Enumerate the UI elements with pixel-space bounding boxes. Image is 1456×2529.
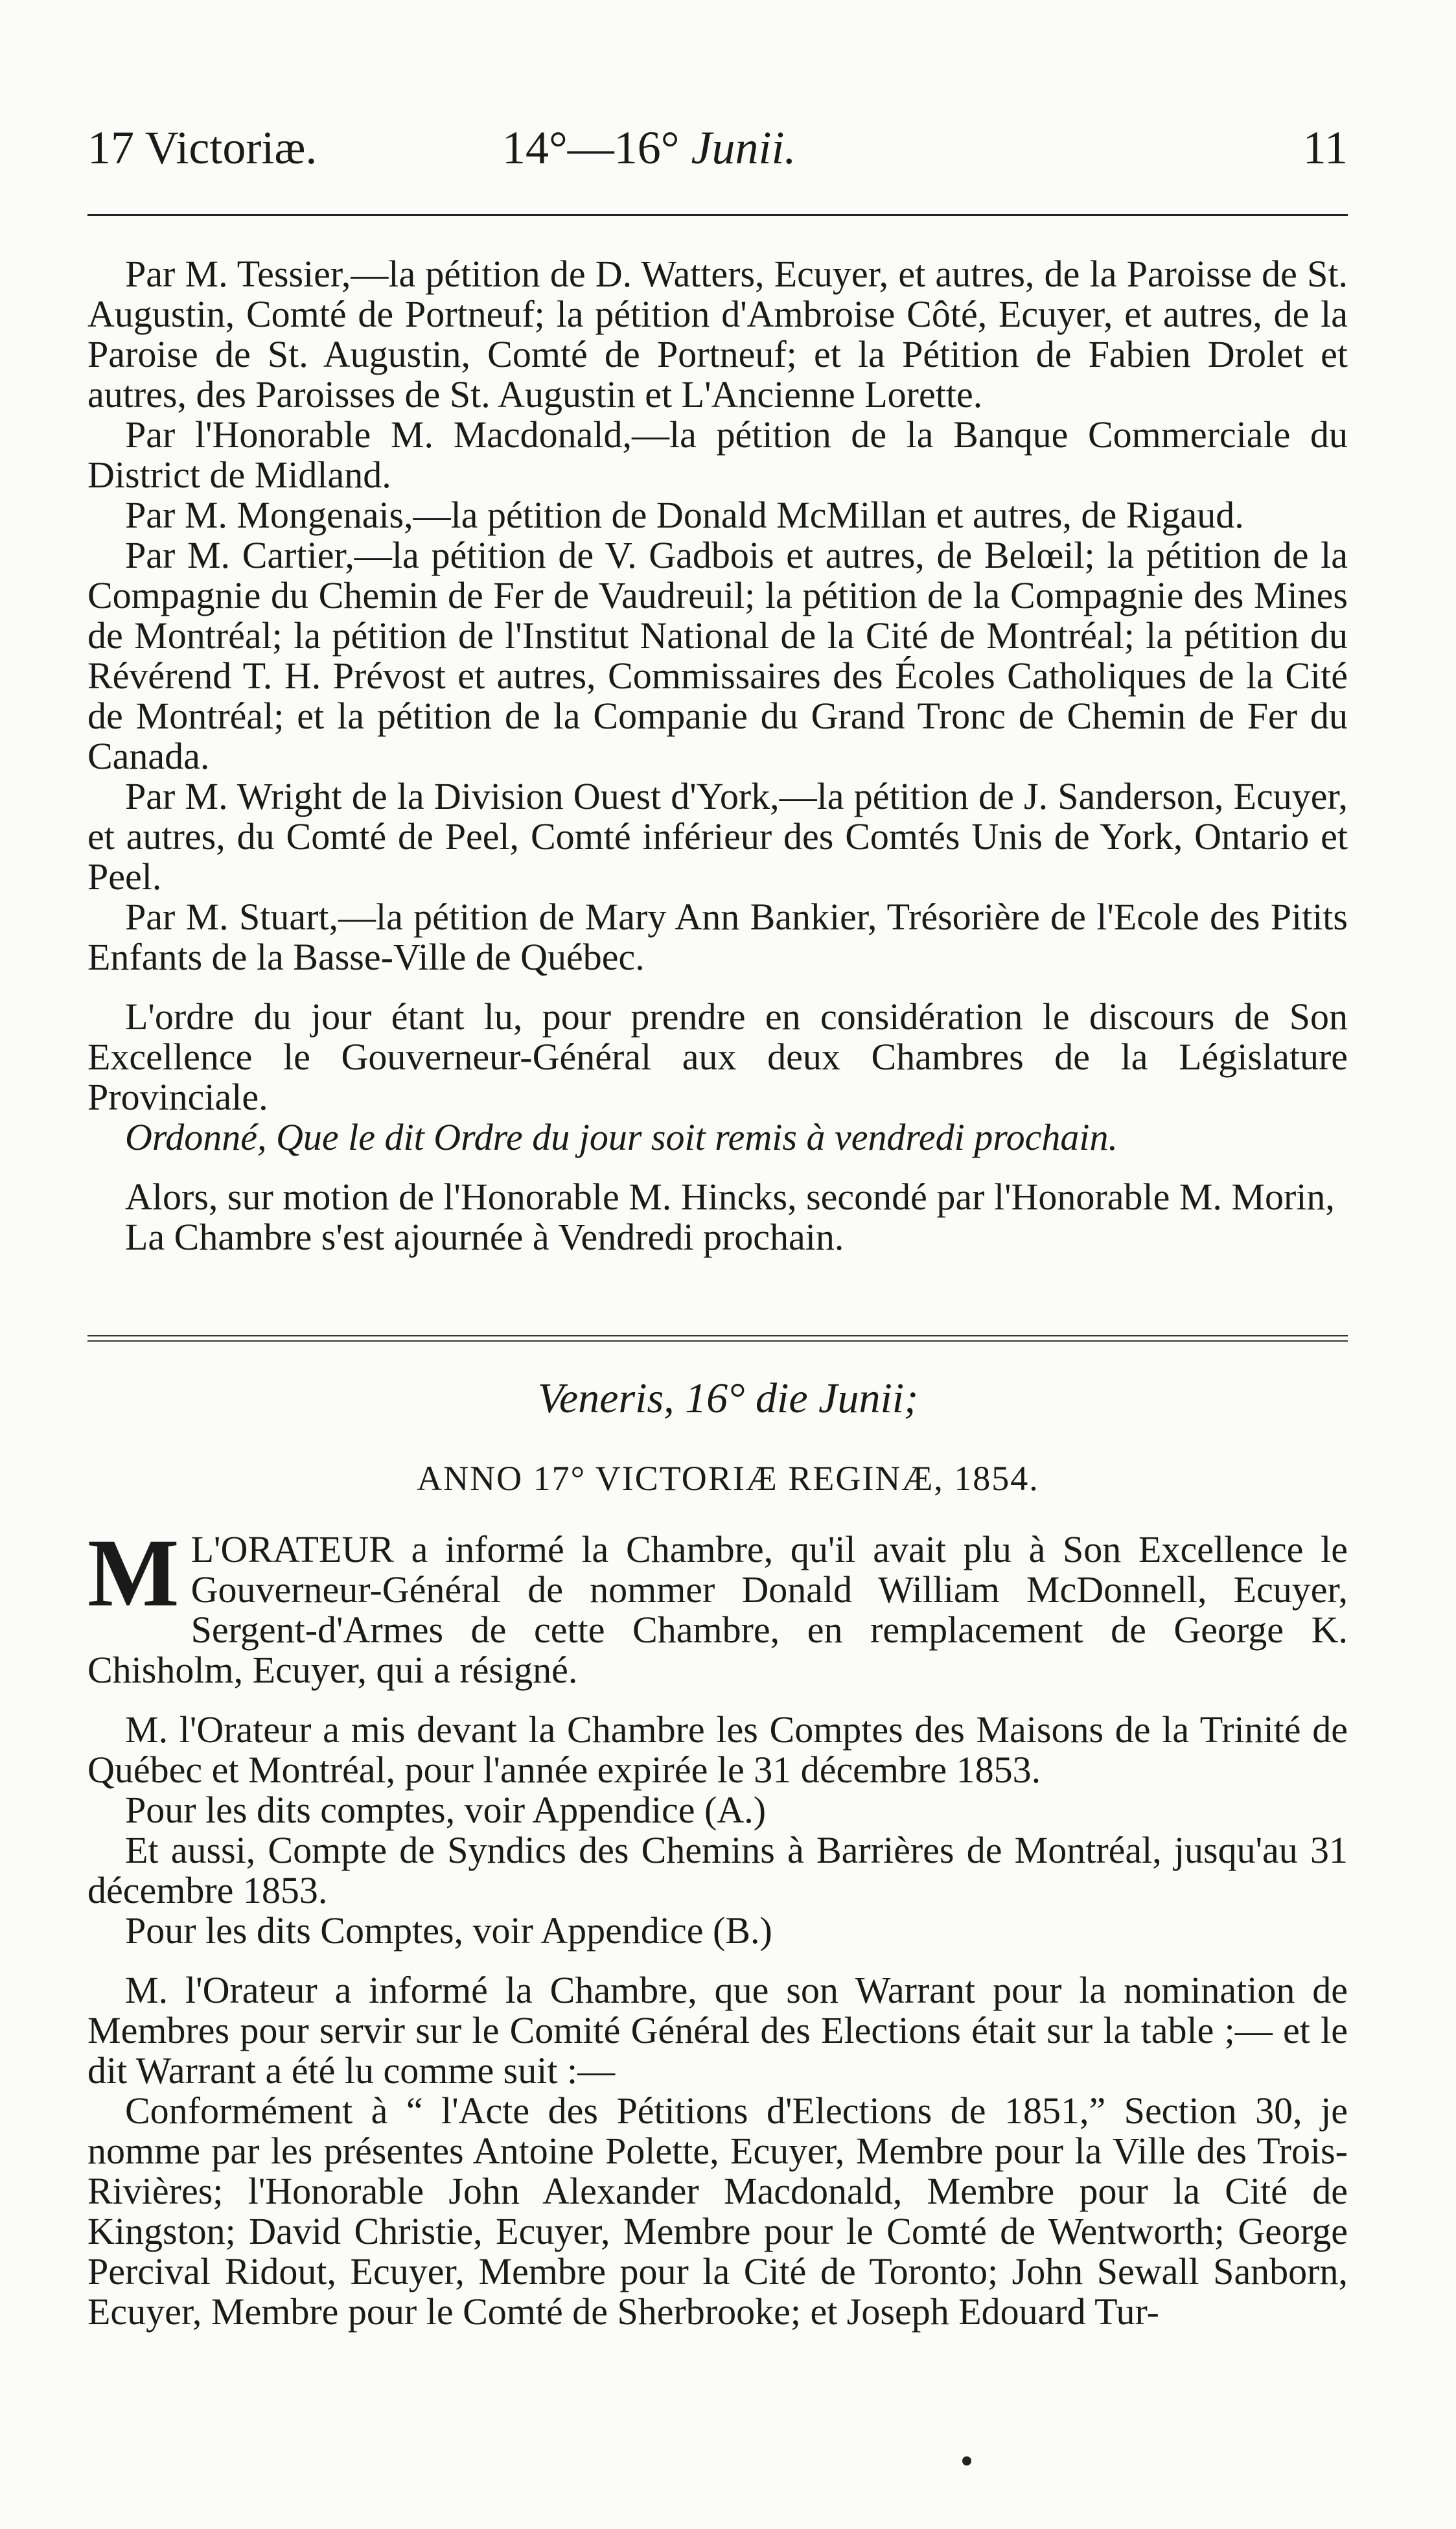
- warrant-paragraph: M. l'Orateur a informé la Chambre, que son Warrant pour la nomination de Membres pour servir sur le Comité Général des Elections était sur la table ;— et le dit Warrant a été lu comme suit :—: [87, 1969, 1348, 2092]
- ordered-paragraph: Ordonné, Que le dit Ordre du jour soit remis à vendredi prochain.: [125, 1116, 1118, 1158]
- header-dates: 14°—16°: [502, 122, 680, 174]
- petition-paragraph: Par M. Cartier,—la pétition de V. Gadbois et autres, de Belœil; la pétition de la Compagnie du Chemin de Fer de Vaudreuil; la pétition de la Compagnie des Mines de Montréal; la pétition de l'Institut National de la Cité de Montréal; la pétition du Révérend T. H. Prévost et autres, Commissaires des Écoles Catholiques de la Cité de Montréal; et la pétition de la Companie du Grand Tronc de Chemin de Fer du Canada.: [87, 534, 1348, 777]
- opening-text: L'ORATEUR a informé la Chambre, qu'il avait plu à Son Excellence le Gouverneur-Général de nommer Donald William McDonnell, Ecuyer, Sergent-d'Armes de cette Chambre, en remplacement de George K. Chisholm, Ecuyer, qui a résigné.: [87, 1528, 1348, 1691]
- warrant-paragraph: Conformément à “ l'Acte des Pétitions d'Elections de 1851,” Section 30, je nomme par les présentes Antoine Polette, Ecuyer, Membre pour la Ville des Trois-Rivières; l'Honorable John Alexander Macdonald, Membre pour la Cité de Kingston; David Christie, Ecuyer, Membre pour le Comté de Wentworth; George Percival Ridout, Ecuyer, Membre pour la Cité de Toronto; John Sewall Sanborn, Ecuyer, Membre pour le Comté de Sherbrooke; et Joseph Edouard Tur-: [87, 2090, 1348, 2333]
- petition-paragraph: Par M. Mongenais,—la pétition de Donald McMillan et autres, de Rigaud.: [125, 494, 1244, 536]
- opening-paragraph: [87, 1519, 1348, 1691]
- petition-paragraph: Par l'Honorable M. Macdonald,—la pétition de la Banque Commerciale du District de Midland.: [87, 414, 1348, 496]
- accounts-paragraph: Et aussi, Compte de Syndics des Chemins à Barrières de Montréal, jusqu'au 31 décembre 1853.: [87, 1829, 1348, 1911]
- accounts-paragraph: Pour les dits Comptes, voir Appendice (B.): [125, 1909, 772, 1952]
- header-month: Junii.: [691, 122, 796, 174]
- day-body: [87, 1519, 1348, 2333]
- order-paragraph: L'ordre du jour étant lu, pour prendre en considération le discours de Son Excellence le Gouverneur-Général aux deux Chambres de la Législature Provinciale.: [87, 996, 1348, 1118]
- day-title: Veneris, 16° die Junii;: [537, 1375, 919, 1422]
- section-rule: [87, 1335, 1348, 1336]
- header-center: [502, 122, 796, 174]
- anno-line: ANNO 17° VICTORIÆ REGINÆ, 1854.: [417, 1459, 1039, 1498]
- header-left: 17 Victoriæ.: [87, 122, 318, 174]
- accounts-paragraph: Pour les dits comptes, voir Appendice (A.): [125, 1789, 767, 1831]
- petition-paragraph: Par M. Tessier,—la pétition de D. Watters, Ecuyer, et autres, de la Paroisse de St. Augustin, Comté de Portneuf; la pétition d'Ambroise Côté, Ecuyer, et autres, de la Paroise de St. Augustin, Comté de Portneuf; et la Pétition de Fabien Drolet et autres, des Paroisses de St. Augustin et L'Ancienne Lorette.: [87, 253, 1348, 415]
- drop-cap: M: [87, 1519, 179, 1627]
- petition-paragraph: Par M. Wright de la Division Ouest d'York,—la pétition de J. Sanderson, Ecuyer, et autres, du Comté de Peel, Comté inférieur des Comtés Unis de York, Ontario et Peel.: [87, 775, 1348, 898]
- printer-mark: [962, 2456, 971, 2465]
- adjourn-paragraph: La Chambre s'est ajournée à Vendredi prochain.: [125, 1216, 844, 1258]
- page-number: 11: [1302, 122, 1348, 174]
- running-header: [87, 122, 1348, 174]
- header-rule: [87, 214, 1348, 216]
- petition-paragraph: Par M. Stuart,—la pétition de Mary Ann Bankier, Trésorière de l'Ecole des Pitits Enfants de la Basse-Ville de Québec.: [87, 896, 1348, 978]
- petitions-block: [87, 254, 1348, 1257]
- section-rule: [87, 1340, 1348, 1342]
- motion-paragraph: Alors, sur motion de l'Honorable M. Hincks, secondé par l'Honorable M. Morin,: [125, 1176, 1335, 1218]
- accounts-paragraph: M. l'Orateur a mis devant la Chambre les Comptes des Maisons de la Trinité de Québec et Montréal, pour l'année expirée le 31 décembre 1853.: [87, 1708, 1348, 1791]
